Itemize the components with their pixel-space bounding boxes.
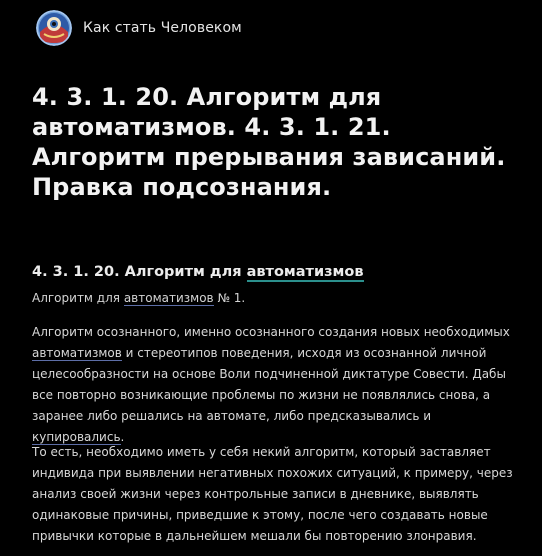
section-heading xyxy=(32,262,364,282)
automatisms-paragraph-link[interactable]: автоматизмов xyxy=(32,346,122,360)
paragraph-1-text-c: . xyxy=(120,430,125,444)
paragraph-1 xyxy=(32,322,516,448)
globe-eye-avatar-icon[interactable] xyxy=(36,10,72,46)
subtitle-text: Алгоритм для xyxy=(32,291,124,305)
automatisms-subtitle-link[interactable]: автоматизмов xyxy=(123,291,214,305)
kupirovalis-link[interactable]: купировались xyxy=(32,430,121,444)
channel-header[interactable] xyxy=(36,10,242,46)
subtitle-number: № 1. xyxy=(213,291,246,305)
paragraph-1-text-a: Алгоритм осознанного, именно осознанного создания новых необходимых xyxy=(32,325,510,339)
paragraph-2: То есть, необходимо иметь у себя некий алгоритм, который заставляет индивида при выявлении негативных похожих ситуаций, к примеру, через анализ своей жизни через контрольные записи в дневнике, выявлять одинаковые причины, приведшие к этому, после чего создавать новые привычки которые в дальнейшем мешали бы повторению злонравия. xyxy=(32,445,513,543)
section-subtitle xyxy=(32,288,245,308)
section-heading-text: 4. 3. 1. 20. Алгоритм для xyxy=(32,264,247,280)
article-title: 4. 3. 1. 20. Алгоритм для автоматизмов. 4. 3. 1. 21. Алгоритм прерывания зависаний. Правка подсознания. xyxy=(32,83,506,201)
channel-name[interactable]: Как стать Человеком xyxy=(83,20,242,36)
automatisms-heading-link[interactable]: автоматизмов xyxy=(246,264,364,280)
paragraph-1-text-b: и стереотипов поведения, исходя из осознанной личной целесообразности на основе Воли подчиненной диктатуре Совести. Дабы все повторно возникающие проблемы по жизни не появлялись снова, а заранее либо решались на автомате, либо предсказывались и xyxy=(32,346,506,423)
